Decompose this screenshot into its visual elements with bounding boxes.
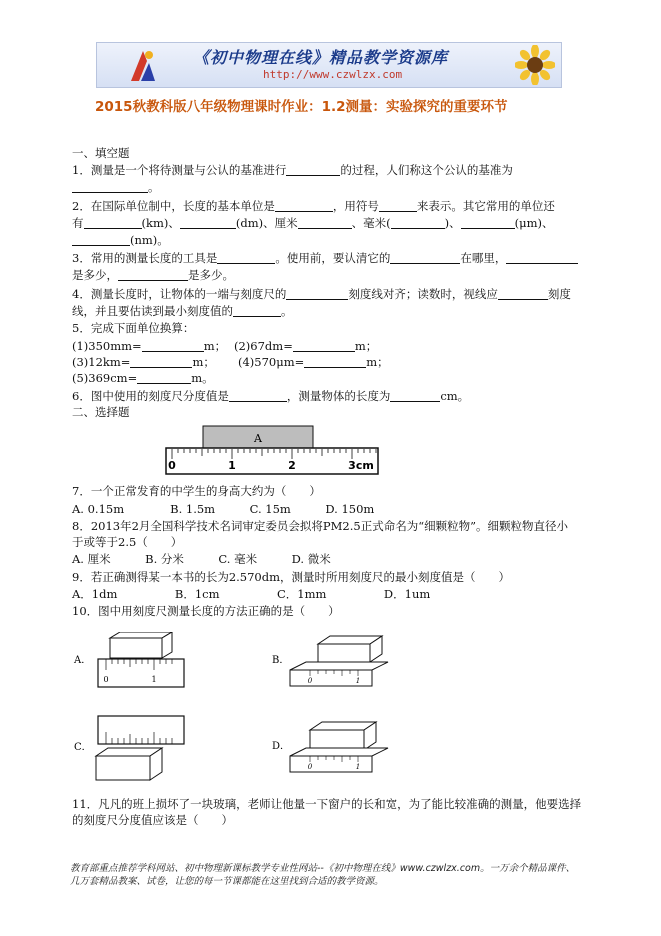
tick-0: 0 xyxy=(103,675,109,684)
question-8-line-1: 8．2013年2月全国科学技术名词审定委员会拟将PM2.5正式命名为“细颗粒物”。细颗粒物直径小 xyxy=(72,519,568,533)
blank[interactable] xyxy=(118,268,188,281)
question-10: 10．图中用刻度尺测量长度的方法正确的是（ ） xyxy=(72,604,340,618)
tick-1: 1 xyxy=(151,675,157,684)
question-2-line-2: 有 (km)、 (dm)、厘米 、毫米( )、 (μm)、 xyxy=(72,216,554,230)
question-7-options[interactable]: A. 0.15m B. 1.5m C. 15m D. 150m xyxy=(72,502,375,516)
question-8-line-2: 于或等于2.5（ ） xyxy=(72,535,183,549)
question-1-line-1: 1．测量是一个将待测量与公认的基准进行 的过程，人们称这个公认的基准为 xyxy=(72,163,513,177)
section-fill-in: 一、填空题 xyxy=(72,146,130,160)
option-label-b: B． xyxy=(272,655,290,666)
option-label-d: D． xyxy=(272,741,291,752)
question-5: 5．完成下面单位换算： xyxy=(72,321,195,335)
question-11-line-1: 11．凡凡的班上损坏了一块玻璃，老师让他量一下窗户的长和宽，为了能比较准确的测量，他要选择 xyxy=(72,797,582,811)
blank[interactable] xyxy=(293,339,355,352)
blank[interactable] xyxy=(298,216,352,229)
footer-line-2: 几万套精品教案、试卷，让您的每一节课都能在这里找到合适的教学资源。 xyxy=(70,876,384,887)
blank[interactable] xyxy=(461,216,515,229)
page-footer xyxy=(70,862,610,888)
blank[interactable] xyxy=(286,287,348,300)
header-banner xyxy=(96,42,562,88)
blank[interactable] xyxy=(137,371,191,384)
blank[interactable] xyxy=(391,216,445,229)
question-5-row-3: (3)12km= m； xyxy=(72,355,215,369)
q10-figure-a[interactable] xyxy=(72,632,187,690)
question-2-line-1: 2．在国际单位制中，长度的基本单位是 ，用符号 来表示。其它常用的单位还 xyxy=(72,199,555,213)
blank[interactable] xyxy=(304,355,366,368)
tick-label-3: 3cm xyxy=(348,459,374,472)
document-title: 2015秋教科版八年级物理课时作业：1.2测量：实验探究的重要环节 xyxy=(95,99,508,115)
question-11-line-2: 的刻度尺分度值应该是（ ） xyxy=(72,813,233,827)
question-4-line-2: 线，并且要估读到最小刻度值的 。 xyxy=(72,304,293,318)
question-1-line-2: 。 xyxy=(72,180,160,194)
banner-url[interactable]: http://www.czwlzx.com xyxy=(263,68,403,81)
q10-figure-b[interactable] xyxy=(270,632,390,690)
banner-title: 《初中物理在线》精品教学资源库 xyxy=(193,48,449,67)
question-5-row-1: (1)350mm= m； xyxy=(72,339,227,353)
tick-1: 1 xyxy=(355,763,361,771)
section-multiple-choice: 二、选择题 xyxy=(72,405,130,419)
blank[interactable] xyxy=(498,287,548,300)
option-label-c: C． xyxy=(74,742,92,753)
ruler-figure xyxy=(165,424,380,476)
tick-label-1: 1 xyxy=(228,459,236,472)
site-logo-icon xyxy=(129,47,157,83)
tick-0: 0 xyxy=(307,677,313,685)
tick-label-2: 2 xyxy=(288,459,296,472)
blank[interactable] xyxy=(379,199,417,212)
question-5-row-2: (2)67dm= m； xyxy=(234,339,378,353)
blank[interactable] xyxy=(506,251,578,264)
question-9: 9．若正确测得某一本书的长为2.570dm，测量时所用刻度尺的最小刻度值是（ ） xyxy=(72,570,511,584)
tick-label-0: 0 xyxy=(168,459,176,472)
block-label: A xyxy=(254,432,262,445)
q10-figure-c[interactable] xyxy=(72,712,187,784)
question-6: 6．图中使用的刻度尺分度值是 ，测量物体的长度为 cm。 xyxy=(72,389,470,403)
question-2-line-3: (nm)。 xyxy=(72,233,169,247)
blank[interactable] xyxy=(84,216,142,229)
option-label-a: A． xyxy=(74,655,92,666)
question-8-options[interactable]: A. 厘米 B. 分米 C. 毫米 D. 微米 xyxy=(72,552,331,566)
question-9-options[interactable]: A．1dm B．1cm C．1mm D．1um xyxy=(72,587,431,601)
blank[interactable] xyxy=(390,251,460,264)
question-7: 7．一个正常发育的中学生的身高大约为（ ） xyxy=(72,484,321,498)
blank[interactable] xyxy=(390,389,440,402)
blank[interactable] xyxy=(229,389,287,402)
question-3-line-2: 是多少， 是多少。 xyxy=(72,268,234,282)
sunflower-icon xyxy=(515,45,555,85)
tick-1: 1 xyxy=(355,677,361,685)
tick-0: 0 xyxy=(307,763,313,771)
q10-figure-d[interactable] xyxy=(270,716,390,776)
question-3-line-1: 3．常用的测量长度的工具是 。使用前，要认清它的 在哪里， xyxy=(72,251,578,265)
blank[interactable] xyxy=(275,199,333,212)
blank[interactable] xyxy=(286,163,340,176)
blank[interactable] xyxy=(142,339,204,352)
blank[interactable] xyxy=(233,304,281,317)
blank[interactable] xyxy=(72,233,130,246)
question-5-row-5: (5)369cm= m。 xyxy=(72,371,214,385)
blank[interactable] xyxy=(130,355,192,368)
blank[interactable] xyxy=(217,251,275,264)
blank[interactable] xyxy=(180,216,236,229)
blank[interactable] xyxy=(72,180,148,193)
question-5-row-4: (4)570μm= m； xyxy=(238,355,389,369)
footer-line-1: 教育部重点推荐学科网站、初中物理新课标教学专业性网站--《初中物理在线》www.czwlzx.com。一万余个精品课件、 xyxy=(70,863,576,874)
question-4-line-1: 4．测量长度时，让物体的一端与刻度尺的 刻度线对齐；读数时，视线应 刻度 xyxy=(72,287,571,301)
